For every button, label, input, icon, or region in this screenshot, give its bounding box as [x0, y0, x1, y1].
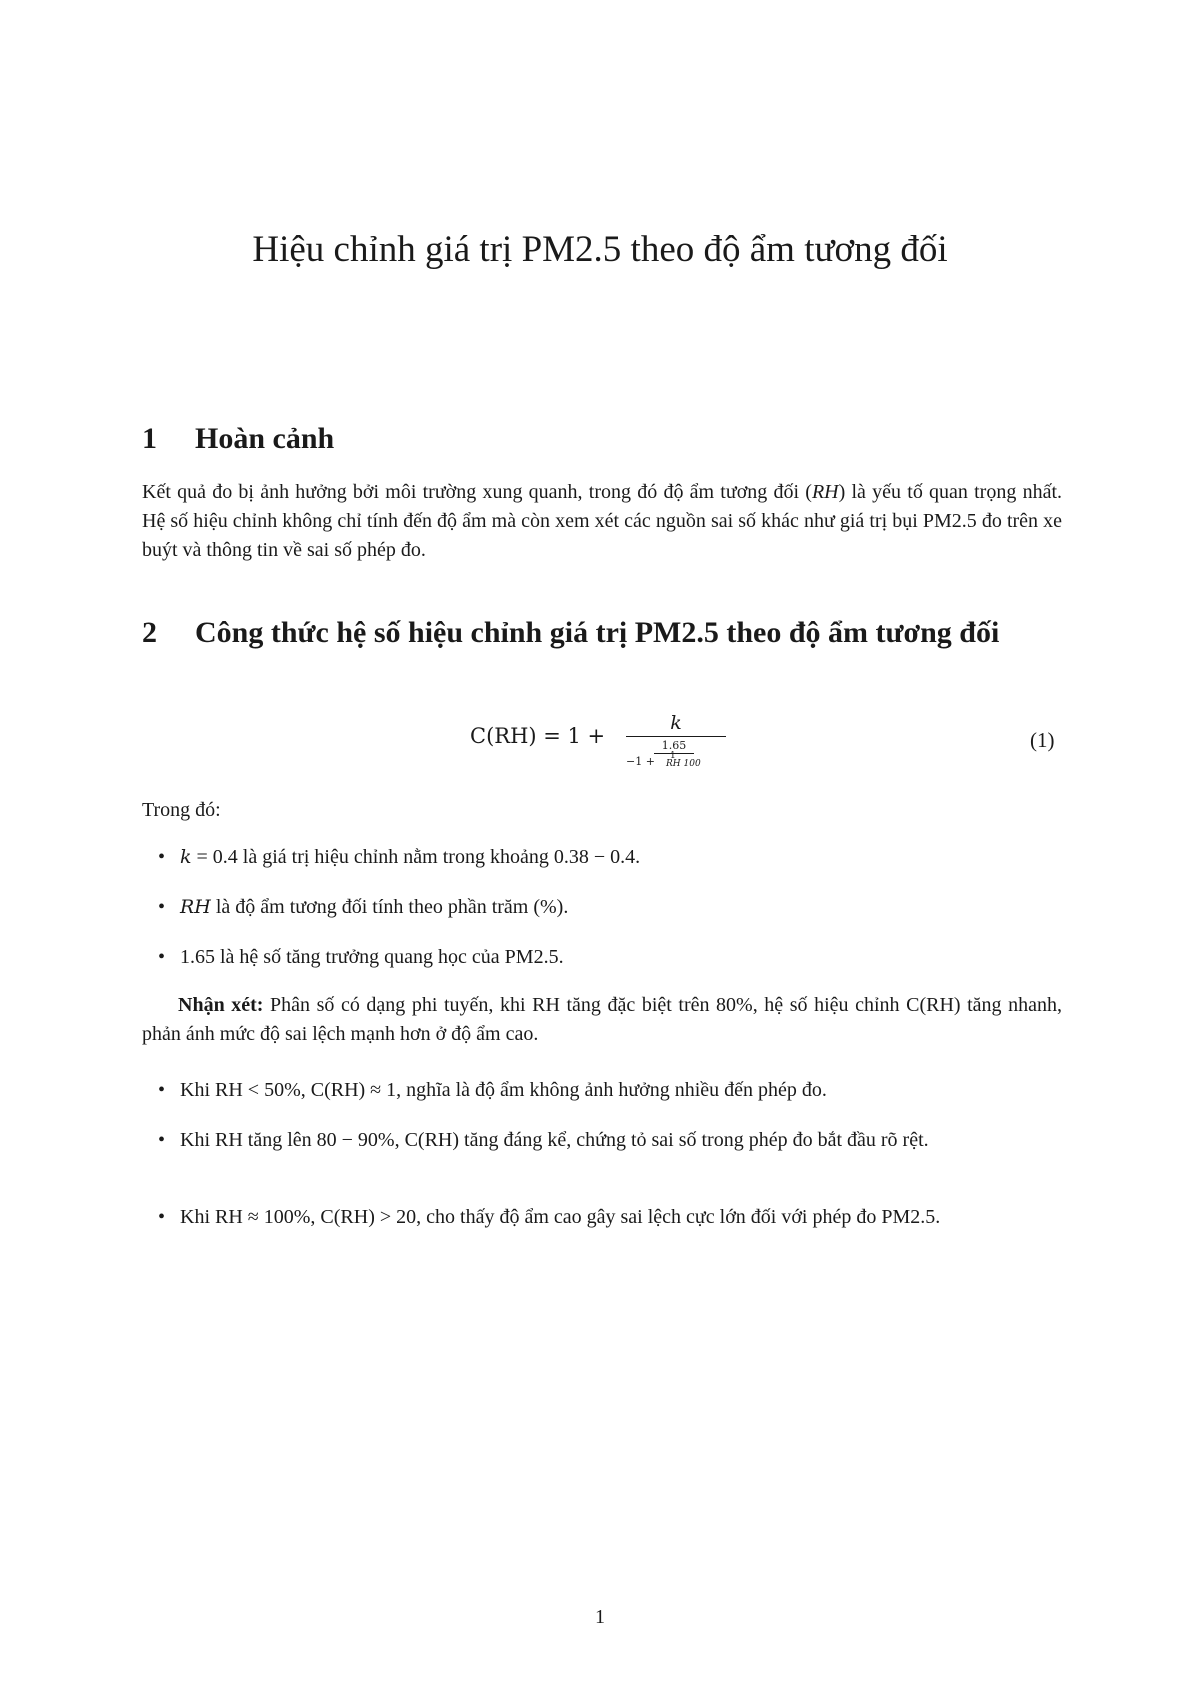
section-1-title: Hoàn cảnh — [195, 422, 335, 455]
formula-lhs: C(RH) = 1 + — [470, 724, 606, 748]
bullet-dot: • — [158, 1206, 166, 1228]
section-2-heading — [142, 612, 1122, 702]
document-title: Hiệu chỉnh giá trị PM2.5 theo độ ẩm tương đối — [252, 229, 948, 270]
page-number: 1 — [595, 1606, 605, 1628]
section-1-heading — [142, 418, 1122, 460]
den-rh: RH 100 — [666, 759, 701, 769]
bullet-dot: • — [158, 896, 166, 918]
def-text: = 0.4 là giá trị hiệu chỉnh nằm trong khoảng 0.38 − 0.4. — [191, 846, 641, 868]
section-1-paragraph — [142, 478, 1062, 565]
observation-text: Khi RH tăng lên 80 − 90%, C(RH) tăng đáng kể, chứng tỏ sai số trong phép đo bắt đầu rõ rệt. — [180, 1129, 929, 1151]
correction-formula — [470, 712, 750, 782]
definition-item — [158, 843, 1062, 872]
definition-item — [158, 893, 1062, 922]
den-left: −1 + — [626, 755, 655, 768]
observation-item — [158, 1126, 1062, 1155]
observation-text: Khi RH < 50%, C(RH) ≈ 1, nghĩa là độ ẩm không ảnh hưởng nhiều đến phép đo. — [180, 1079, 827, 1101]
formula-numerator: k — [670, 712, 682, 734]
observation-item — [158, 1203, 1062, 1232]
bullet-dot: • — [158, 1129, 166, 1151]
remark-paragraph — [142, 991, 1062, 1049]
fraction-bar — [626, 736, 726, 737]
definition-item — [158, 943, 1062, 972]
formula-fraction — [626, 712, 726, 769]
def-math: k — [180, 846, 192, 868]
den-numerator: 1.65 — [661, 739, 687, 752]
para-text-2: ) là yếu tố quan trọng nhất. Hệ số hiệu chỉnh không chỉ tính đến độ ẩm mà còn xem xét các nguồn sai số khác như giá trị bụi PM2.5 đo trên xe buýt và thông tin về sai số phép đo. — [142, 481, 1063, 561]
den-small: 1 — [670, 751, 676, 761]
observation-text: Khi RH ≈ 100%, C(RH) > 20, cho thấy độ ẩm cao gây sai lệch cực lớn đối với phép đo PM2.5. — [180, 1206, 941, 1228]
section-2-title: Công thức hệ số hiệu chỉnh giá trị PM2.5 theo độ ẩm tương đối — [195, 616, 1000, 649]
def-text: 1.65 là hệ số tăng trưởng quang học của PM2.5. — [180, 946, 564, 968]
where-label: Trong đó: — [142, 799, 221, 821]
bullet-dot: • — [158, 946, 166, 968]
bullet-dot: • — [158, 1079, 166, 1101]
remark-text: Phân số có dạng phi tuyến, khi RH tăng đặc biệt trên 80%, hệ số hiệu chỉnh C(RH) tăng nhanh, phản ánh mức độ sai lệch mạnh hơn ở độ ẩm cao. — [142, 994, 1062, 1045]
formula-denominator — [626, 739, 726, 769]
remark-label: Nhận xét: — [178, 994, 264, 1016]
def-math: RH — [180, 896, 211, 918]
def-text: là độ ẩm tương đối tính theo phần trăm (%). — [210, 896, 569, 918]
bullet-dot: • — [158, 846, 166, 868]
observation-item — [158, 1076, 1062, 1105]
para-rh: RH — [811, 481, 839, 503]
equation-number: (1) — [1030, 728, 1055, 752]
section-1-number: 1 — [142, 422, 157, 455]
section-2-number: 2 — [142, 616, 157, 649]
para-text-1: Kết quả đo bị ảnh hưởng bởi môi trường xung quanh, trong đó độ ẩm tương đối ( — [142, 481, 812, 503]
